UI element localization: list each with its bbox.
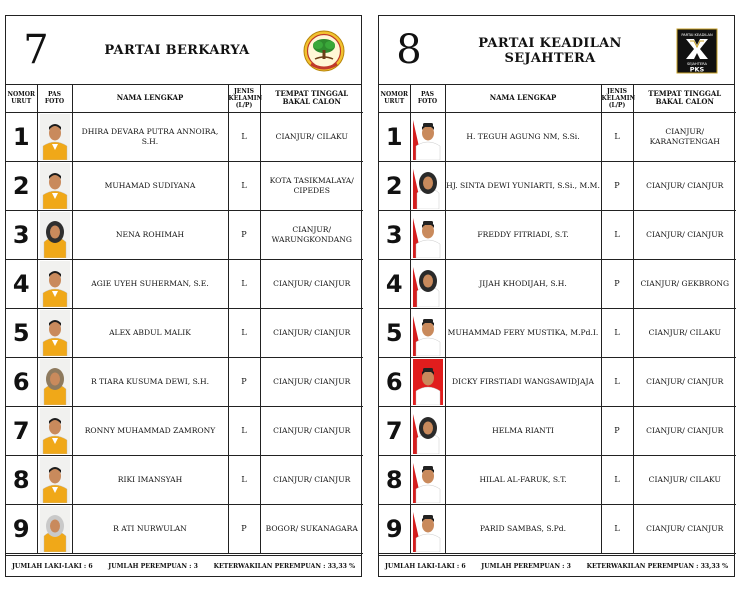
candidate-number: 4 [6, 259, 37, 308]
candidate-photo-icon [413, 261, 443, 307]
header-sex: JENIS KELAMIN (L/P) [601, 85, 633, 112]
table-row [6, 161, 363, 210]
candidate-photo [410, 406, 445, 455]
candidate-residence: CIANJUR/ CIANJUR [260, 308, 363, 357]
candidate-photo [37, 455, 72, 504]
candidate-photo [410, 259, 445, 308]
candidate-photo [410, 455, 445, 504]
table-row [6, 504, 363, 553]
female-representation: KETERWAKILAN PEREMPUAN : 33,33 % [213, 562, 355, 570]
candidate-photo-icon [413, 310, 443, 356]
table-row [379, 112, 736, 161]
candidate-name: RIKI IMANSYAH [72, 455, 228, 504]
table-row [6, 406, 363, 455]
table-row [379, 308, 736, 357]
candidate-number: 5 [379, 308, 410, 357]
candidate-photo-icon [40, 408, 70, 454]
candidate-residence: CIANJUR/ CIANJUR [260, 455, 363, 504]
logo-text-top: PARTAI KEADILAN [681, 33, 713, 37]
candidate-residence: CIANJUR/ CILAKU [633, 308, 736, 357]
table-row [379, 210, 736, 259]
candidate-name: RONNY MUHAMMAD ZAMRONY [72, 406, 228, 455]
candidate-name: MUHAMMAD FERY MUSTIKA, M.Pd.I. [445, 308, 601, 357]
candidate-residence: BOGOR/ SUKANAGARA [260, 504, 363, 553]
party-header [6, 16, 361, 85]
candidate-number: 9 [379, 504, 410, 553]
candidate-name: NENA ROHIMAH [72, 210, 228, 259]
candidate-sex: L [601, 455, 633, 504]
total-male: JUMLAH LAKI-LAKI : 6 [385, 562, 466, 570]
candidate-photo-icon [413, 163, 443, 209]
party-panel-pks [378, 15, 735, 577]
berkarya-logo-icon [303, 28, 345, 74]
candidate-photo [410, 504, 445, 553]
party-number: 8 [396, 27, 422, 73]
candidate-residence: CIANJUR/ CIANJUR [260, 406, 363, 455]
party-name: PARTAI KEADILAN SEJAHTERA [478, 35, 622, 66]
candidate-photo-icon [413, 408, 443, 454]
candidate-sex: L [228, 259, 260, 308]
candidate-number: 9 [6, 504, 37, 553]
candidate-photo-icon [40, 359, 70, 405]
candidate-name: ALEX ABDUL MALIK [72, 308, 228, 357]
candidate-photo [410, 308, 445, 357]
candidate-name: FREDDY FITRIADI, S.T. [445, 210, 601, 259]
candidate-photo-icon [40, 212, 70, 258]
candidate-number: 7 [6, 406, 37, 455]
table-row [379, 406, 736, 455]
table-row [6, 308, 363, 357]
candidate-number: 4 [379, 259, 410, 308]
header-sex: JENIS KELAMIN (L/P) [228, 85, 260, 112]
table-row [6, 210, 363, 259]
candidate-sex: P [228, 357, 260, 406]
candidate-residence: CIANJUR/ CIANJUR [633, 210, 736, 259]
header-photo: PAS FOTO [37, 85, 72, 112]
header-place: TEMPAT TINGGAL BAKAL CALON [260, 85, 363, 112]
candidate-photo [37, 357, 72, 406]
candidate-name: HJ. SINTA DEWI YUNIARTI, S.Si., M.M. [445, 161, 601, 210]
candidate-table [6, 85, 363, 554]
candidate-photo-icon [40, 163, 70, 209]
candidate-sex: L [601, 210, 633, 259]
candidate-sex: L [228, 112, 260, 161]
candidate-sex: L [228, 406, 260, 455]
candidate-photo [37, 504, 72, 553]
party-panel-berkarya [5, 15, 362, 577]
candidate-sex: P [601, 161, 633, 210]
header-name: NAMA LENGKAP [445, 85, 601, 112]
candidate-name: H. TEGUH AGUNG NM, S.Si. [445, 112, 601, 161]
candidate-sex: L [228, 161, 260, 210]
candidate-sex: P [601, 259, 633, 308]
candidate-photo [37, 259, 72, 308]
candidate-number: 2 [379, 161, 410, 210]
header-no: NOMOR URUT [6, 85, 37, 112]
candidate-name: AGIE UYEH SUHERMAN, S.E. [72, 259, 228, 308]
candidate-residence: CIANJUR/ GEKBRONG [633, 259, 736, 308]
total-female: JUMLAH PEREMPUAN : 3 [108, 562, 198, 570]
candidate-number: 8 [6, 455, 37, 504]
candidate-residence: CIANJUR/ CIANJUR [260, 259, 363, 308]
table-row [6, 455, 363, 504]
candidate-photo [410, 210, 445, 259]
candidate-photo-icon [413, 506, 443, 552]
candidate-photo [37, 308, 72, 357]
candidate-sex: L [228, 308, 260, 357]
logo-text-mid: SEJAHTERA [687, 62, 707, 66]
candidate-photo-icon [40, 310, 70, 356]
candidate-residence: CIANJUR/ CIANJUR [633, 504, 736, 553]
candidate-sex: L [601, 112, 633, 161]
female-representation: KETERWAKILAN PEREMPUAN : 33,33 % [586, 562, 728, 570]
candidate-number: 8 [379, 455, 410, 504]
candidate-photo-icon [40, 457, 70, 503]
candidate-sex: L [228, 455, 260, 504]
candidate-photo [37, 406, 72, 455]
candidate-photo-icon [413, 359, 443, 405]
logo-text-bottom: PKS [689, 65, 705, 74]
candidate-photo-icon [40, 506, 70, 552]
candidate-number: 3 [379, 210, 410, 259]
candidate-photo-icon [413, 114, 443, 160]
candidate-residence: CIANJUR/ CILAKU [633, 455, 736, 504]
candidate-sex: L [601, 308, 633, 357]
party-number: 7 [23, 27, 49, 73]
header-no: NOMOR URUT [379, 85, 410, 112]
table-row [379, 259, 736, 308]
candidate-name: PARID SAMBAS, S.Pd. [445, 504, 601, 553]
candidate-number: 2 [6, 161, 37, 210]
table-row [379, 161, 736, 210]
candidate-name: DHIRA DEVARA PUTRA ANNOIRA, S.H. [72, 112, 228, 161]
party-header [379, 16, 734, 85]
table-row [379, 504, 736, 553]
candidate-table [379, 85, 736, 554]
candidate-sex: P [228, 210, 260, 259]
candidate-name: HILAL AL-FARUK, S.T. [445, 455, 601, 504]
candidate-photo [37, 112, 72, 161]
candidate-residence: CIANJUR/ CIANJUR [633, 406, 736, 455]
candidate-sex: P [228, 504, 260, 553]
candidate-sex: L [601, 504, 633, 553]
candidate-sex: P [601, 406, 633, 455]
candidate-number: 3 [6, 210, 37, 259]
candidate-name: DICKY FIRSTIADI WANGSAWIDJAJA [445, 357, 601, 406]
candidate-number: 5 [6, 308, 37, 357]
candidate-residence: CIANJUR/ KARANGTENGAH [633, 112, 736, 161]
panel-footer [6, 555, 361, 576]
table-row [6, 259, 363, 308]
candidate-residence: CIANJUR/ WARUNGKONDANG [260, 210, 363, 259]
header-photo: PAS FOTO [410, 85, 445, 112]
candidate-residence: CIANJUR/ CILAKU [260, 112, 363, 161]
candidate-number: 1 [379, 112, 410, 161]
panel-footer [379, 555, 734, 576]
table-row [379, 455, 736, 504]
candidate-number: 7 [379, 406, 410, 455]
pks-logo-icon [676, 28, 718, 74]
table-row [379, 357, 736, 406]
candidate-photo-icon [40, 114, 70, 160]
header-place: TEMPAT TINGGAL BAKAL CALON [633, 85, 736, 112]
candidate-photo-icon [413, 457, 443, 503]
candidate-photo [410, 112, 445, 161]
party-name: PARTAI BERKARYA [104, 43, 250, 58]
table-row [6, 357, 363, 406]
candidate-photo [410, 357, 445, 406]
candidate-sex: L [601, 357, 633, 406]
candidate-residence: CIANJUR/ CIANJUR [633, 161, 736, 210]
candidate-residence: CIANJUR/ CIANJUR [633, 357, 736, 406]
candidate-photo-icon [413, 212, 443, 258]
candidate-number: 6 [6, 357, 37, 406]
candidate-photo-icon [40, 261, 70, 307]
candidate-residence: CIANJUR/ CIANJUR [260, 357, 363, 406]
candidate-photo [37, 161, 72, 210]
candidate-number: 1 [6, 112, 37, 161]
candidate-name: JIJAH KHODIJAH, S.H. [445, 259, 601, 308]
table-row [6, 112, 363, 161]
candidate-name: R TIARA KUSUMA DEWI, S.H. [72, 357, 228, 406]
header-name: NAMA LENGKAP [72, 85, 228, 112]
candidate-photo [410, 161, 445, 210]
candidate-number: 6 [379, 357, 410, 406]
candidate-residence: KOTA TASIKMALAYA/ CIPEDES [260, 161, 363, 210]
candidate-photo [37, 210, 72, 259]
total-female: JUMLAH PEREMPUAN : 3 [481, 562, 571, 570]
total-male: JUMLAH LAKI-LAKI : 6 [12, 562, 93, 570]
candidate-name: MUHAMAD SUDIYANA [72, 161, 228, 210]
candidate-name: HELMA RIANTI [445, 406, 601, 455]
candidate-name: R ATI NURWULAN [72, 504, 228, 553]
